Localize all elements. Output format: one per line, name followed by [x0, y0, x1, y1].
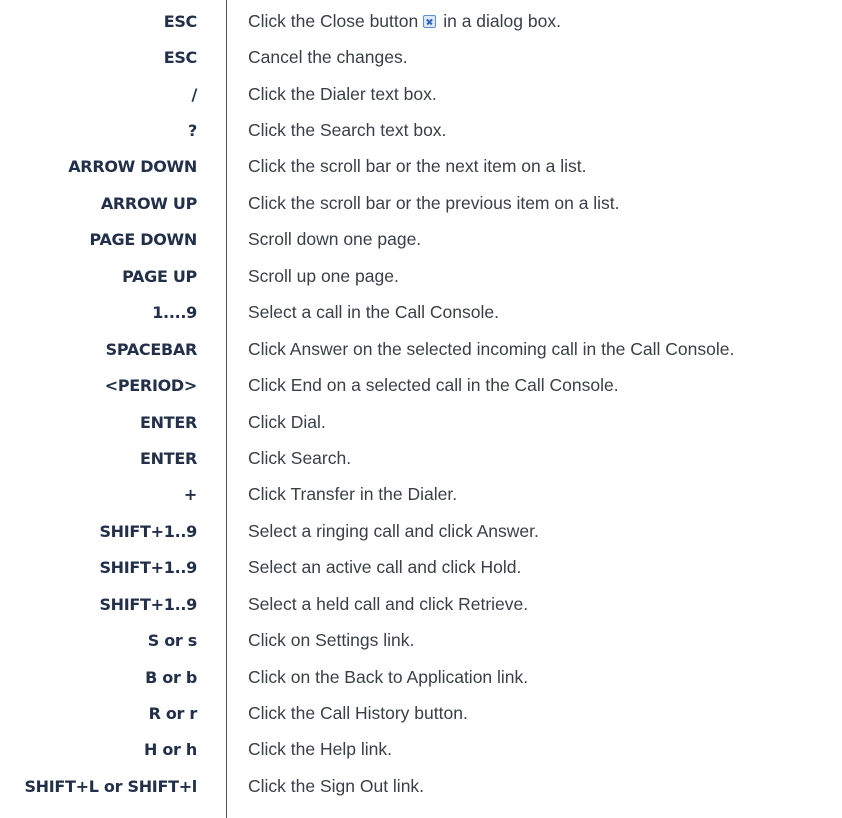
shortcut-action: Click the Search text box. — [248, 120, 447, 141]
shortcut-key: SPACEBAR — [105, 339, 197, 359]
shortcut-table — [0, 3, 842, 805]
shortcut-row — [0, 659, 842, 695]
shortcut-row — [0, 222, 842, 258]
shortcut-row — [0, 112, 842, 148]
shortcut-row — [0, 39, 842, 75]
shortcut-action: Scroll up one page. — [248, 265, 399, 286]
shortcut-key: ARROW DOWN — [68, 157, 197, 177]
shortcut-key: S or s — [147, 631, 197, 651]
shortcut-key: 1....9 — [152, 303, 197, 323]
shortcut-action: Click on Settings link. — [248, 630, 415, 651]
shortcut-row — [0, 768, 842, 804]
shortcut-key: SHIFT+1..9 — [99, 521, 197, 541]
shortcut-row — [0, 622, 842, 658]
shortcut-action: Click the Help link. — [248, 739, 392, 760]
shortcut-key: ? — [188, 121, 197, 141]
shortcut-row — [0, 331, 842, 367]
shortcut-row — [0, 550, 842, 586]
shortcut-action: Select an active call and click Hold. — [248, 557, 522, 578]
shortcut-action-text: Click the Close button — [248, 10, 419, 31]
shortcut-key: SHIFT+L or SHIFT+l — [24, 776, 197, 796]
shortcut-action: Cancel the changes. — [248, 47, 408, 68]
shortcut-key: ESC — [163, 11, 197, 31]
shortcut-row — [0, 149, 842, 185]
shortcut-key: ENTER — [140, 412, 197, 432]
shortcut-key: B or b — [145, 667, 197, 687]
shortcut-action: Click on the Back to Application link. — [248, 666, 529, 687]
shortcut-action: Scroll down one page. — [248, 229, 422, 250]
shortcut-key: ARROW UP — [100, 193, 197, 213]
shortcut-row — [0, 295, 842, 331]
shortcut-row — [0, 513, 842, 549]
shortcut-key: H or h — [143, 740, 197, 760]
shortcut-key: SHIFT+1..9 — [99, 558, 197, 578]
shortcut-row — [0, 76, 842, 112]
shortcut-key: PAGE UP — [122, 266, 197, 286]
shortcut-key: + — [183, 485, 197, 505]
shortcut-action: Click the Call History button. — [248, 703, 468, 724]
shortcut-action: Select a held call and click Retrieve. — [248, 593, 529, 614]
shortcut-action: Click the scroll bar or the previous item on a list. — [248, 192, 620, 213]
close-icon — [423, 15, 436, 28]
shortcut-action: Select a call in the Call Console. — [248, 302, 499, 323]
shortcut-action-suffix: in a dialog box. — [443, 10, 561, 31]
shortcut-row — [0, 586, 842, 622]
shortcut-row — [0, 440, 842, 476]
shortcut-key: / — [191, 84, 197, 104]
shortcut-action: Click Answer on the selected incoming call in the Call Console. — [248, 338, 735, 359]
shortcut-key: PAGE DOWN — [89, 230, 197, 250]
shortcut-action — [248, 11, 561, 32]
shortcut-row — [0, 3, 842, 39]
shortcut-action: Click Dial. — [248, 411, 326, 432]
shortcut-row — [0, 732, 842, 768]
shortcut-row — [0, 404, 842, 440]
shortcut-action: Select a ringing call and click Answer. — [248, 520, 539, 541]
shortcut-row — [0, 258, 842, 294]
shortcut-action: Click the Sign Out link. — [248, 775, 425, 796]
shortcut-action: Click the scroll bar or the next item on a list. — [248, 156, 587, 177]
shortcut-row — [0, 477, 842, 513]
shortcut-key: R or r — [148, 704, 197, 724]
shortcut-row — [0, 367, 842, 403]
shortcut-key: ENTER — [140, 448, 197, 468]
shortcut-action: Click the Dialer text box. — [248, 83, 437, 104]
shortcut-action: Click Search. — [248, 447, 352, 468]
shortcut-key: SHIFT+1..9 — [99, 594, 197, 614]
shortcut-action: Click End on a selected call in the Call Console. — [248, 375, 619, 396]
shortcut-row — [0, 695, 842, 731]
shortcut-key: ESC — [163, 48, 197, 68]
shortcut-action: Click Transfer in the Dialer. — [248, 484, 458, 505]
shortcut-key: <PERIOD> — [104, 376, 197, 396]
shortcut-row — [0, 185, 842, 221]
